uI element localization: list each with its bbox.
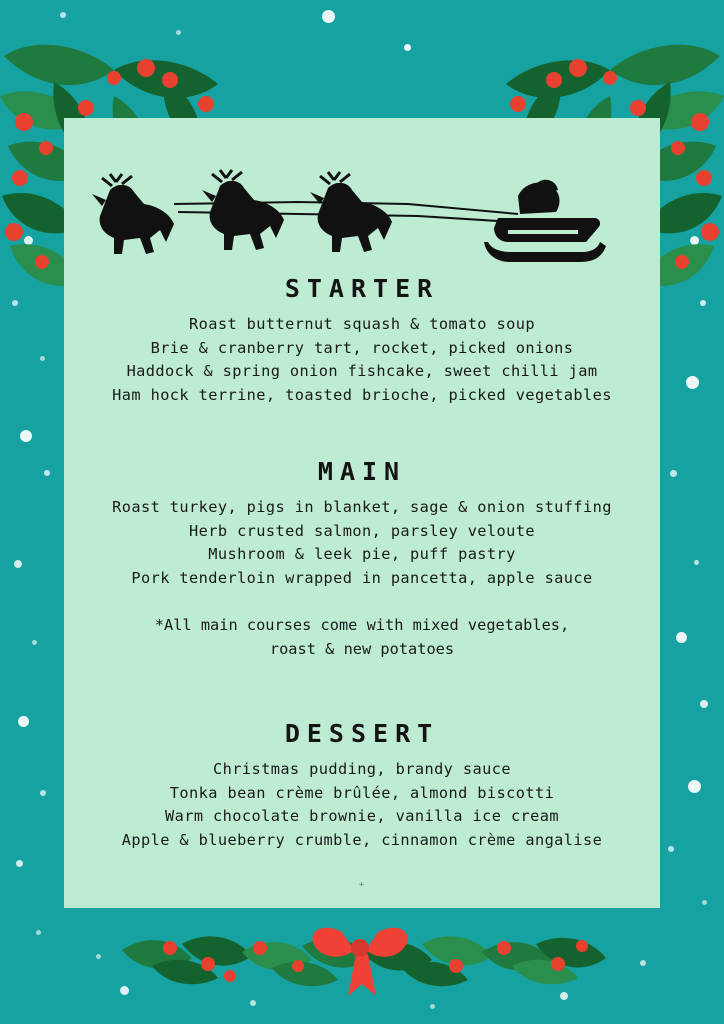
menu-item: Haddock & spring onion fishcake, sweet chilli jam (126, 362, 598, 380)
menu-item: Apple & blueberry crumble, cinnamon crème angalise (121, 830, 603, 849)
section-title-dessert: DESSERT (284, 719, 440, 748)
menu-item: Ham hock terrine, toasted brioche, picked vegetables (112, 385, 612, 404)
menu-item: Brie & cranberry tart, rocket, picked onions (150, 338, 574, 357)
santa-sleigh-reindeer-icon (78, 160, 646, 268)
spacer (78, 661, 646, 713)
section-dessert (78, 719, 646, 852)
section-title-starter: STARTER (284, 274, 440, 303)
main-course-note: *All main courses come with mixed vegetables, (154, 616, 570, 634)
section-main (78, 457, 646, 661)
menu-item: Herb crusted salmon, parsley veloute (189, 521, 535, 540)
spacer (78, 590, 646, 614)
menu-item: Tonka bean crème brûlée, almond biscotti (169, 783, 555, 802)
menu-item: Roast butternut squash & tomato soup (189, 315, 535, 333)
holly-garland-bow-icon (112, 914, 612, 1004)
red-bow-icon (312, 928, 407, 996)
spacer (78, 407, 646, 451)
menu-item: Christmas pudding, brandy sauce (213, 760, 511, 778)
menu-item: Warm chocolate brownie, vanilla ice cream (165, 807, 559, 825)
menu-item: Pork tenderloin wrapped in pancetta, apple sauce (131, 568, 593, 587)
menu-item: Roast turkey, pigs in blanket, sage & onion stuffing (112, 498, 612, 516)
section-starter (78, 274, 646, 407)
menu-card (64, 118, 660, 908)
section-title-main: MAIN (317, 457, 407, 486)
main-course-note: roast & new potatoes (269, 639, 455, 658)
footer-mark: + (358, 880, 366, 890)
menu-item: Mushroom & leek pie, puff pastry (208, 545, 516, 563)
